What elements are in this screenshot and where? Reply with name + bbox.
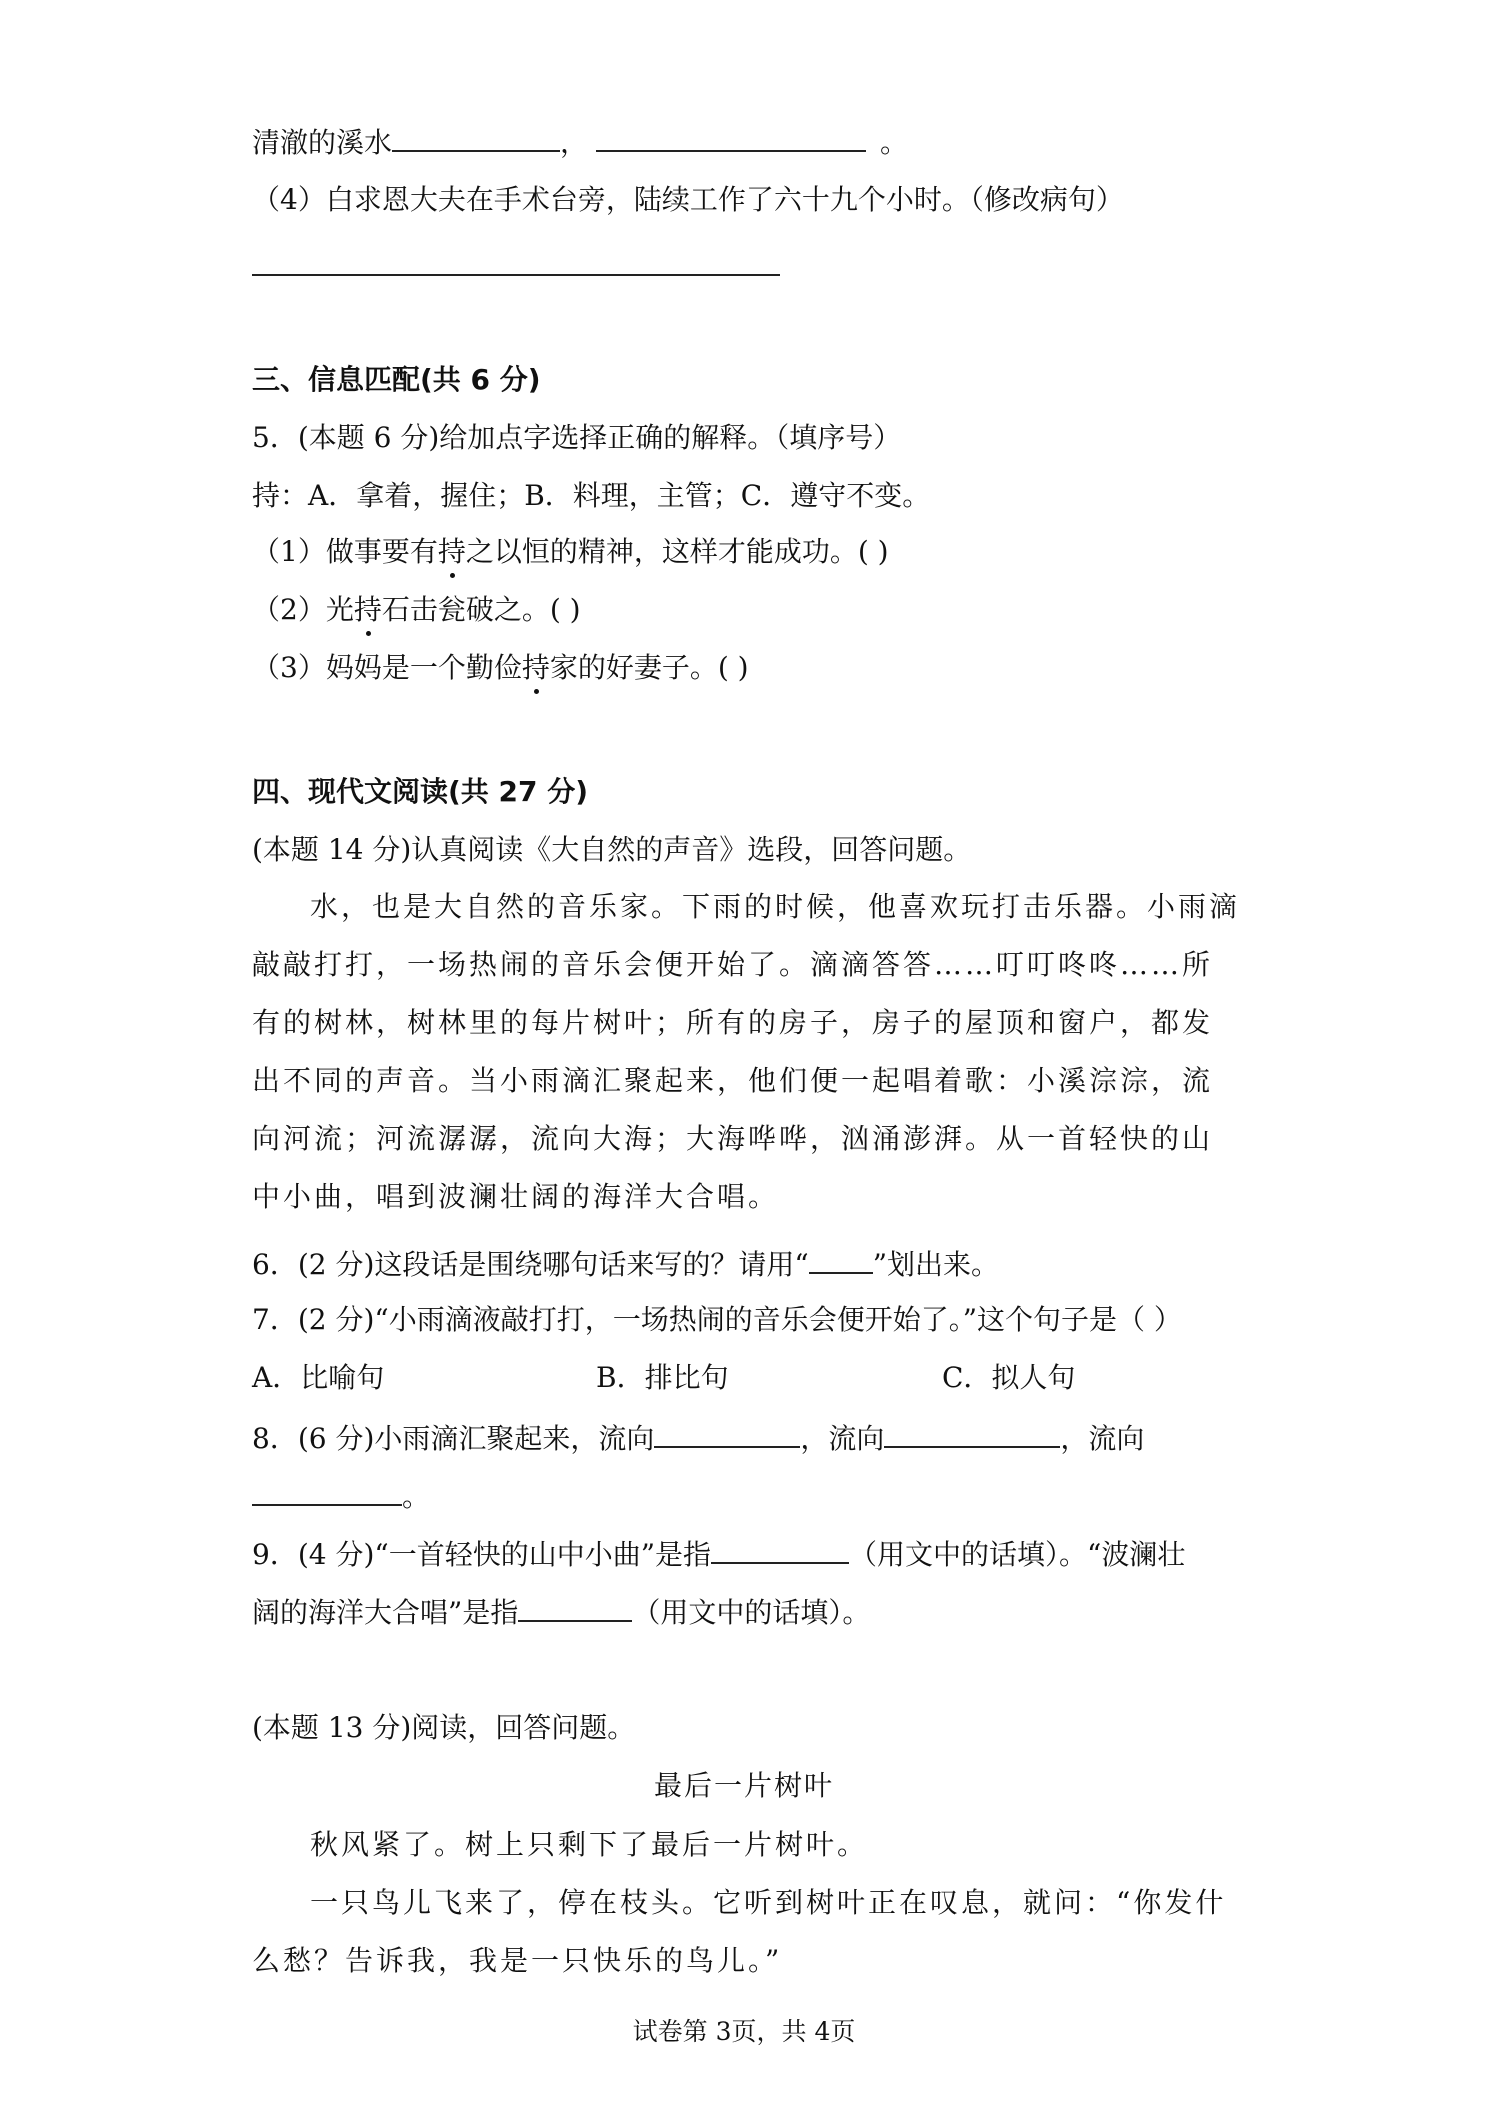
passage1-text: [252, 878, 1242, 1226]
dotted-char: 持: [354, 590, 382, 630]
passage2-paragraph: 秋风紧了。树上只剩下了最后一片树叶。: [310, 1828, 869, 1861]
q4-line1-end: 。: [880, 126, 909, 159]
q4-line1-sep: ，: [560, 126, 589, 159]
blank[interactable]: [596, 120, 866, 152]
q9-line2-post: （用文中的话填）。: [632, 1596, 871, 1629]
q5-item3-pre: （3）妈妈是一个勤俭: [252, 651, 522, 684]
q6-pre: 6．(2 分)这段话是围绕哪句话来写的？请用“: [252, 1248, 809, 1281]
passage2-intro: (本题 13 分)阅读，回答问题。: [252, 1711, 636, 1744]
q8-mid1: ，流向: [800, 1422, 885, 1455]
q5-prompt: 5．(本题 6 分)给加点字选择正确的解释。（填序号）: [252, 421, 902, 454]
q5-item2-post: 石击瓮破之。( ): [381, 593, 581, 626]
passage1-paragraph: 水，也是大自然的音乐家。下雨的时候，他喜欢玩打击乐器。小雨滴敲敲打打，一场热闹的音乐会便开始了。滴滴答答……叮叮咚咚……所有的树林，树林里的每片树叶；所有的房子，房子的屋顶和窗户，都发出不同的声音。当小雨滴汇聚起来，他们便一起唱着歌：小溪淙淙，流向河流；河流潺潺，流向大海；大海哗哗，汹涌澎湃。从一首轻快的山中小曲，唱到波澜壮阔的海洋大合唱。: [252, 890, 1241, 1213]
q4-line1: [252, 120, 908, 163]
passage2-title: 最后一片树叶: [653, 1769, 834, 1802]
q6: [252, 1242, 999, 1285]
q8-mid2: ，流向: [1060, 1422, 1145, 1455]
blank[interactable]: [711, 1532, 849, 1564]
q8-line2: [252, 1474, 430, 1517]
q9-line2: [252, 1590, 870, 1633]
q9-pre: 9．(4 分)“一首轻快的山中小曲”是指: [252, 1538, 712, 1571]
dotted-char: 持: [522, 648, 550, 688]
option-c[interactable]: C．拟人句: [942, 1361, 1076, 1394]
q4-line1-prefix: 清澈的溪水: [252, 126, 393, 159]
section3-heading: 三、信息匹配(共 6 分): [252, 363, 541, 396]
answer-line[interactable]: [252, 274, 780, 276]
q5-item3-post: 家的好妻子。( ): [549, 651, 749, 684]
section4-heading: 四、现代文阅读(共 27 分): [252, 775, 589, 808]
blank[interactable]: [654, 1416, 800, 1448]
passage2-text: [252, 1816, 1242, 1990]
q5-item1-pre: （1）做事要有: [252, 535, 438, 568]
q5-item1: [252, 532, 889, 572]
blank[interactable]: [518, 1590, 632, 1622]
q9-mid: （用文中的话填）。“波澜壮: [849, 1538, 1186, 1571]
q5-options: 持：A．拿着，握住；B．料理，主管；C．遵守不变。: [252, 479, 931, 512]
q9: [252, 1532, 1185, 1575]
q5-item1-post: 之以恒的精神，这样才能成功。( ): [465, 535, 889, 568]
q5-item3: [252, 648, 749, 688]
q9-line2-pre: 阔的海洋大合唱”是指: [252, 1596, 519, 1629]
blank[interactable]: [809, 1242, 873, 1274]
passage2-paragraph: 一只鸟儿飞来了，停在枝头。它听到树叶正在叹息，就问：“你发什么愁？告诉我，我是一只快乐的鸟儿。”: [252, 1886, 1227, 1977]
option-a[interactable]: A．比喻句: [252, 1361, 385, 1394]
q8-pre: 8．(6 分)小雨滴汇聚起来，流向: [252, 1422, 655, 1455]
q5-item2-pre: （2）光: [252, 593, 354, 626]
q4-item4: （4）白求恩大夫在手术台旁，陆续工作了六十九个小时。（修改病句）: [252, 183, 1124, 216]
q7-options: [252, 1358, 1252, 1398]
q7: 7．(2 分)“小雨滴液敲打打，一场热闹的音乐会便开始了。”这个句子是（ ）: [252, 1303, 1182, 1336]
passage1-intro: (本题 14 分)认真阅读《大自然的声音》选段，回答问题。: [252, 833, 972, 866]
q8-end: 。: [402, 1480, 431, 1513]
q6-post: ”划出来。: [872, 1248, 1000, 1281]
blank[interactable]: [392, 120, 560, 152]
dotted-char: 持: [438, 532, 466, 572]
q8: [252, 1416, 1144, 1459]
option-b[interactable]: B．排比句: [596, 1361, 729, 1394]
blank[interactable]: [884, 1416, 1060, 1448]
blank[interactable]: [252, 1474, 402, 1506]
q5-item2: [252, 590, 581, 630]
page-footer: 试卷第 3页，共 4页: [632, 2017, 856, 2046]
